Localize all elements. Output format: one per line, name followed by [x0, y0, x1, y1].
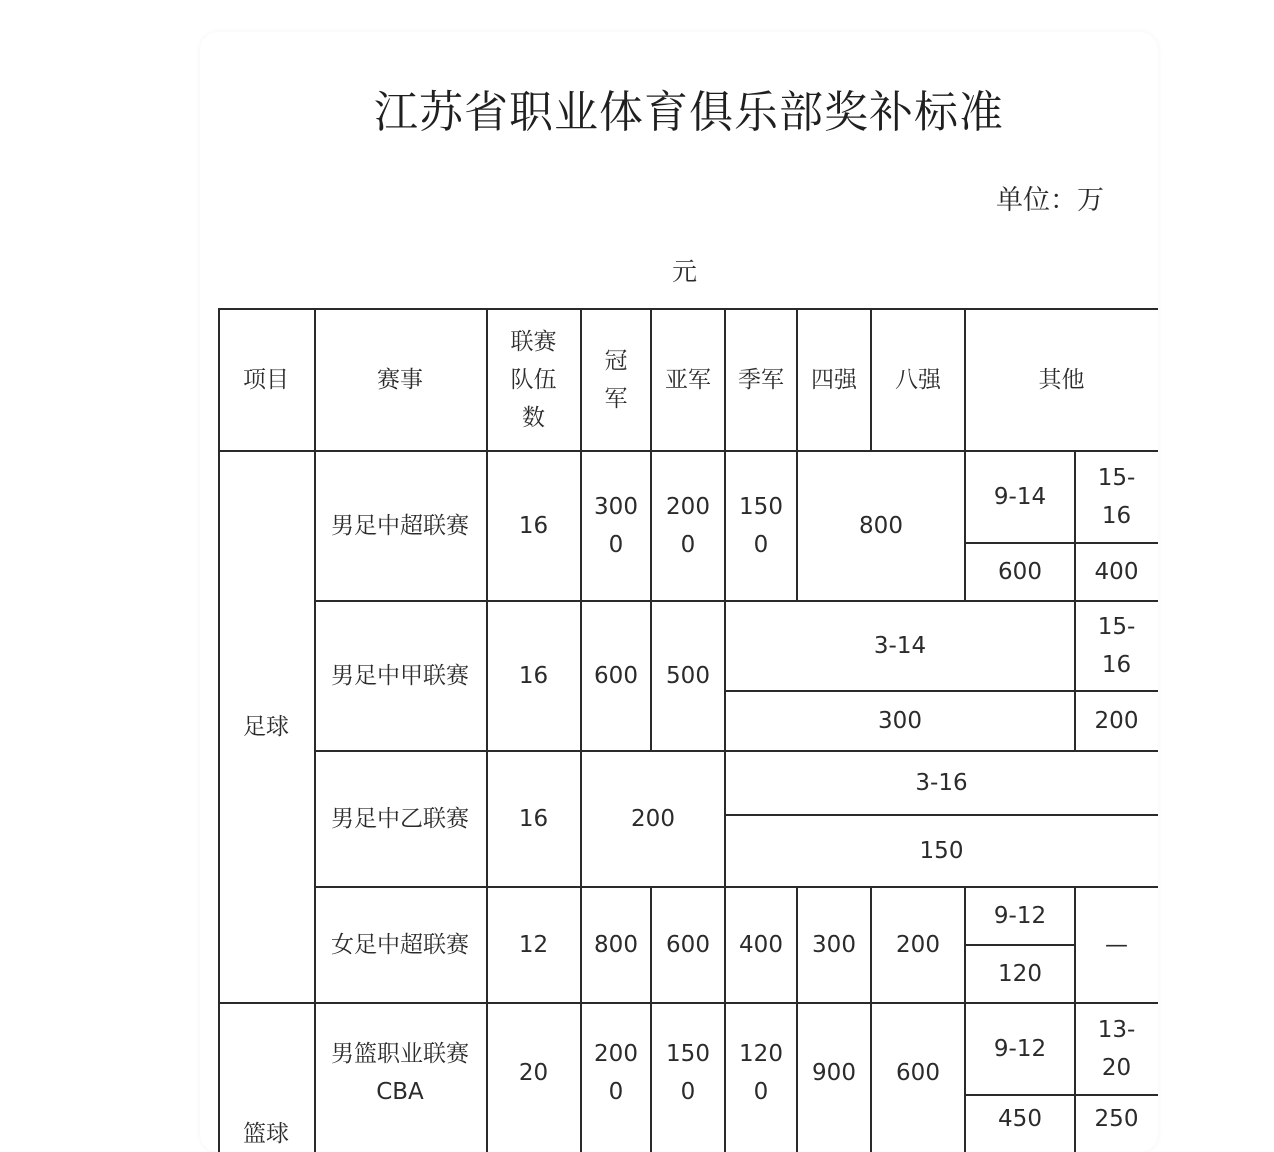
cba-other-b-value: 250 [1094, 1106, 1139, 1132]
grid-line [965, 542, 1158, 544]
grid-line [650, 308, 652, 751]
grid-line [796, 308, 798, 601]
cba-other-b-range: 13- 20 [1097, 1017, 1136, 1081]
wsl-third: 400 [739, 932, 783, 958]
grid-line [218, 1002, 1158, 1004]
header-team-count: 联赛 队伍 数 [510, 328, 557, 431]
cl1-mid-value: 300 [878, 708, 922, 734]
cba-top4: 900 [812, 1060, 856, 1086]
cba-top8: 600 [896, 1060, 940, 1086]
grid-line [964, 887, 966, 1152]
grid-line [870, 887, 872, 1152]
grid-line [218, 308, 1158, 310]
cl2-range: 3-16 [915, 770, 968, 796]
csl-other-b-range: 15- 16 [1097, 465, 1136, 529]
csl-champion: 300 0 [594, 494, 638, 558]
event-cl2: 男足中乙联赛 [331, 806, 469, 832]
cl1-last-value: 200 [1094, 708, 1139, 734]
cl2-champion-runner-up: 200 [631, 806, 675, 832]
grid-line [870, 308, 872, 451]
cba-third: 120 0 [739, 1041, 783, 1105]
cba-runner-up: 150 0 [666, 1041, 710, 1105]
grid-line [314, 750, 1158, 752]
cl1-teams: 16 [518, 663, 549, 689]
wsl-other-a-value: 120 [998, 961, 1042, 987]
wsl-teams: 12 [518, 932, 549, 958]
header-third-place: 季军 [738, 366, 784, 393]
wsl-other-a-range: 9-12 [993, 903, 1047, 929]
grid-line [725, 690, 1158, 692]
cba-champion: 200 0 [594, 1041, 638, 1105]
cl1-champion: 600 [594, 663, 638, 689]
event-cba: 男篮职业联赛 CBA [331, 1041, 469, 1105]
sport-football [218, 451, 314, 1003]
header-project: 项目 [243, 366, 289, 393]
cl2-teams: 16 [518, 806, 549, 832]
wsl-champion: 800 [594, 932, 638, 958]
wsl-top8: 200 [896, 932, 940, 958]
csl-teams: 16 [518, 513, 549, 539]
grid-line [314, 600, 1158, 602]
cl1-last-range: 15- 16 [1097, 614, 1136, 678]
grid-line [965, 944, 1075, 946]
subsidy-table [218, 308, 1158, 1152]
header-top8: 八强 [895, 366, 941, 393]
grid-line [314, 886, 1158, 888]
event-cl1: 男足中甲联赛 [331, 663, 469, 689]
grid-line [218, 450, 1158, 452]
grid-line [486, 308, 488, 1152]
sport-football-label: 足球 [243, 714, 289, 740]
grid-line [796, 887, 798, 1152]
wsl-other-b: — [1105, 932, 1128, 958]
grid-line [1074, 887, 1076, 1152]
cl2-value: 150 [919, 838, 964, 864]
csl-other-a-range: 9-14 [993, 484, 1047, 510]
header-top4: 四强 [811, 366, 857, 393]
csl-third: 150 0 [739, 494, 783, 558]
grid-line [725, 814, 1158, 816]
event-wsl: 女足中超联赛 [331, 932, 469, 958]
grid-line [580, 308, 582, 1152]
header-other: 其他 [1038, 366, 1085, 393]
csl-other-a-value: 600 [998, 559, 1042, 585]
cl1-mid-range: 3-14 [873, 633, 927, 659]
event-csl: 男足中超联赛 [331, 513, 469, 539]
grid-line [965, 1094, 1158, 1096]
grid-line [964, 308, 966, 601]
csl-runner-up: 200 0 [666, 494, 710, 558]
sport-basketball: 篮球 [243, 1121, 289, 1147]
wsl-runner-up: 600 [666, 932, 710, 958]
csl-other-b-value: 400 [1094, 559, 1139, 585]
grid-line [1074, 451, 1076, 751]
header-event: 赛事 [377, 366, 423, 393]
cba-other-a-value: 450 [998, 1106, 1042, 1132]
cba-other-a-range: 9-12 [993, 1036, 1047, 1062]
cba-teams: 20 [518, 1060, 549, 1086]
csl-top4-top8: 800 [859, 513, 903, 539]
grid-line [218, 308, 220, 1152]
document-title: 江苏省职业体育俱乐部奖补标准 [374, 87, 1004, 138]
header-runner-up: 亚军 [665, 366, 711, 393]
cl1-runner-up: 500 [666, 663, 710, 689]
grid-line [314, 308, 316, 1152]
unit-label-suffix: 元 [672, 257, 698, 286]
grid-line [650, 887, 652, 1152]
unit-label: 单位：万 [996, 185, 1104, 216]
wsl-top4: 300 [812, 932, 856, 958]
header-champion: 冠 军 [604, 347, 628, 412]
grid-line [724, 308, 726, 1152]
